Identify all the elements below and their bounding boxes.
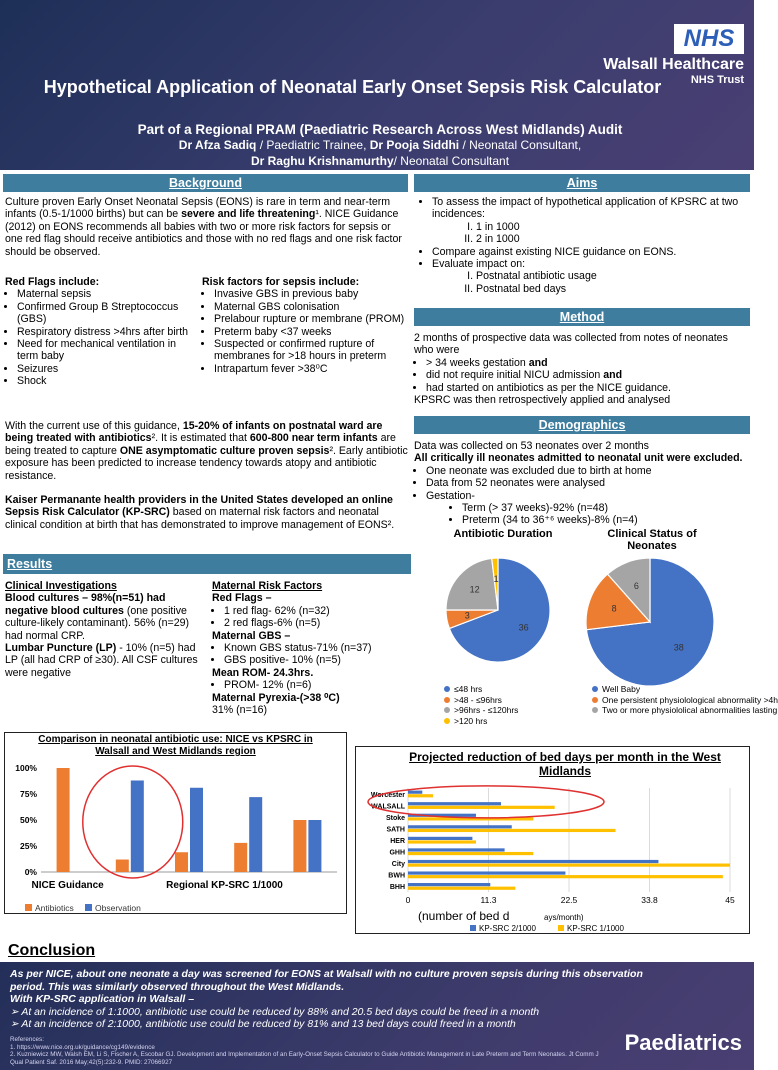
method-item <box>426 357 750 369</box>
pie-slice-label: 3 <box>464 610 470 621</box>
mrf-pyrexia-label: Maternal Pyrexia-(>38 ⁰C) <box>212 691 340 704</box>
demographics-line-2: All critically ill neonates admitted to neonatal unit were excluded. <box>414 452 743 465</box>
pie-slice-label: 38 <box>673 642 684 653</box>
bar <box>308 820 321 872</box>
para2-text: ². It is estimated that <box>151 432 250 445</box>
method-list <box>414 357 750 394</box>
conclusion-line: With KP-SRC application in Walsall – <box>10 993 195 1006</box>
method-box <box>414 332 750 406</box>
para3-bold: Kaiser Permanante health providers in the United States developed an online Sepsis Risk Calculator (KP-SRC) <box>5 494 393 519</box>
department-label: Paediatrics <box>624 1030 742 1055</box>
bar <box>408 848 505 851</box>
method-heading: Method <box>414 308 750 326</box>
mrf-red-flags-list <box>212 605 412 630</box>
para3-text: based on maternal risk factors and neonatal clinical condition at birth that has demonstrated to improve management of EONS². <box>5 506 395 531</box>
bar <box>408 806 555 809</box>
antibiotic-chart-title-line: Comparison in neonatal antibiotic use: NICE vs KPSRC in <box>38 734 313 745</box>
trust-name: Walsall Healthcare <box>603 56 744 73</box>
conclusion-text <box>10 968 650 1031</box>
risk-factor-item: • Invasive GBS in previous baby <box>214 288 408 300</box>
mrf-rom-label: Mean ROM- 24.3hrs. <box>212 666 314 679</box>
trust-subtitle: NHS Trust <box>690 74 744 86</box>
demographics-heading: Demographics <box>414 416 750 434</box>
poster-title: Hypothetical Application of Neonatal Early Onset Sepsis Risk Calculator <box>43 77 662 97</box>
x-axis-title: ays/month) <box>544 913 584 922</box>
x-tick-label: 33.8 <box>641 895 658 905</box>
legend-label: KP-SRC 1/1000 <box>567 924 624 933</box>
gestation-list <box>414 502 750 527</box>
category-label: GHH <box>389 849 405 857</box>
highlight-ellipse <box>368 786 604 818</box>
aim-text: Compare against existing NICE guidance on EONS. <box>432 245 677 258</box>
aim-text: Evaluate impact on: <box>432 258 526 271</box>
gestation-item: • Preterm (34 to 36⁺⁶ weeks)-8% (n=4) <box>462 514 750 526</box>
author-sadiq-role: / Paediatric Trainee, <box>256 138 370 152</box>
x-axis-title: (number of bed d <box>418 909 510 923</box>
risk-factor-item: • Suspected or confirmed rupture of membranes for >18 hours in preterm <box>214 338 408 363</box>
ci-bold: Lumbar Puncture (LP) <box>5 642 117 655</box>
risk-factor-item: • Prelabour rupture or membrane (PROM) <box>214 313 408 325</box>
red-flag-item: • Respiratory distress >4hrs after birth <box>17 326 200 338</box>
background-para-2 <box>5 420 408 482</box>
x-tick-label: 11.3 <box>480 895 497 905</box>
bar <box>131 780 144 872</box>
author-siddhi: Dr Pooja Siddhi <box>369 138 460 152</box>
ci-title: Clinical Investigations <box>5 580 117 592</box>
aims-list <box>414 196 750 295</box>
bar <box>408 852 533 855</box>
and-word: and <box>603 369 623 382</box>
category-label: BHH <box>389 884 405 892</box>
aim-sublist <box>432 221 750 246</box>
bar <box>408 864 730 867</box>
ci-bold: Blood cultures – 98%(n=51) had negative blood cultures <box>5 592 166 617</box>
red-flag-item: • Confirmed Group B Streptococcus (GBS) <box>17 301 200 326</box>
and-word: and <box>528 356 548 369</box>
bar <box>57 768 70 872</box>
pie-slice-label: 12 <box>469 584 480 595</box>
aims-box <box>414 196 750 295</box>
mrf-rom-list <box>212 679 412 691</box>
author-krishnamurthy-role: / Neonatal Consultant <box>393 154 510 168</box>
pie2-legend <box>592 684 778 716</box>
background-intro-a: Culture proven Early Onset Neonatal Sepsis (EONS) is rare in term and near-term infants (0.5-1/1000 births) but can be <box>5 196 391 221</box>
mrf-item: • Known GBS status-71% (n=37) <box>224 642 412 654</box>
bar <box>175 852 188 872</box>
ci-text: (one positive culture-likely contaminant). 56% (n=29) had normal CRP. <box>5 604 190 642</box>
bar <box>408 802 501 805</box>
antibiotic-chart-title-line: Walsall and West Midlands region <box>95 746 256 757</box>
legend-item <box>444 705 564 716</box>
x-group-label: Regional KP-SRC 1/1000 <box>166 880 283 891</box>
pie-chart-clinical-status <box>584 556 716 688</box>
legend-label: Antibiotics <box>35 903 74 913</box>
demographics-item: • One neonate was excluded due to birth at home <box>426 465 750 477</box>
aim-item <box>432 196 750 246</box>
legend-label: ≤48 hrs <box>454 684 483 694</box>
bar <box>408 875 723 878</box>
risk-factors-box <box>202 276 408 375</box>
ci-text: - 10% (n=5) had LP (all had CRP of ≥30). All CSF cultures were negative <box>5 642 198 679</box>
aims-heading: Aims <box>414 174 750 192</box>
bar <box>293 820 306 872</box>
mrf-gbs-list <box>212 642 412 667</box>
antibiotic-bar-chart <box>5 760 345 912</box>
mrf-item: • PROM- 12% (n=6) <box>224 679 412 691</box>
category-label: HER <box>390 838 405 845</box>
red-flag-item: • Maternal sepsis <box>17 288 200 300</box>
legend-label: Two or more physiololical abnormalities lasting <box>602 705 778 715</box>
legend-swatch <box>558 925 564 931</box>
references-title: References: <box>10 1036 44 1043</box>
category-label: WALSALL <box>371 803 405 811</box>
aim-text: To assess the impact of hypothetical application of KPSRC at two incidences: <box>432 196 739 221</box>
legend-label: KP-SRC 2/1000 <box>479 924 536 933</box>
background-intro <box>5 196 408 258</box>
red-flags-box <box>5 276 200 388</box>
legend-swatch <box>592 686 598 692</box>
risk-factors-list <box>202 288 408 375</box>
conclusion-bullet: ➢ At an incidence of 1:1000, antibiotic use could be reduced by 88% and 20.5 bed days could be freed in a month <box>10 1005 540 1018</box>
demographics-box <box>414 440 750 527</box>
aim-item <box>432 246 750 258</box>
risk-factor-item: • Maternal GBS colonisation <box>214 301 408 313</box>
y-tick-label: 0% <box>24 867 37 877</box>
red-flags-title: Red Flags include: <box>5 276 100 288</box>
legend-swatch <box>444 686 450 692</box>
para2-bold: 600-800 near term infants <box>249 432 378 445</box>
conclusion-bullet: ➢ At an incidence of 2:1000, antibiotic use could be reduced by 81% and 13 bed days could freed in a month <box>10 1018 516 1031</box>
legend-swatch <box>444 718 450 724</box>
category-label: Worcester <box>370 791 405 799</box>
aim-item <box>432 258 750 295</box>
author-siddhi-role: / Neonatal Consultant, <box>459 138 582 152</box>
results-heading: Results <box>3 554 411 574</box>
legend-swatch <box>470 925 476 931</box>
demographics-line-1: Data was collected on 53 neonates over 2 months <box>414 440 649 452</box>
y-tick-label: 75% <box>19 789 37 799</box>
pie-chart-antibiotic-duration <box>444 556 552 664</box>
legend-swatch <box>444 697 450 703</box>
bed-days-chart-title: Projected reduction of bed days per month in the West Midlands <box>409 750 721 778</box>
pie-slice-label: 36 <box>518 622 529 633</box>
x-tick-label: 22.5 <box>560 895 578 905</box>
bar <box>408 887 515 890</box>
mrf-pyrexia-value: 31% (n=16) <box>212 704 268 717</box>
legend-item <box>444 695 564 706</box>
maternal-risk-factors-box <box>212 580 412 716</box>
para2-bold: ONE asymptomatic culture proven sepsis <box>119 444 330 457</box>
background-intro-c: ¹. NICE Guidance (2012) on EONS recommends all babies with two or more risk factors for sepsis or one red flag should receive antibiotics and those with no red flags and one risk factor should be observed. <box>5 208 402 258</box>
legend-label: >120 hrs <box>454 715 488 726</box>
bar <box>408 829 616 832</box>
authors-line-2 <box>30 154 730 168</box>
legend-item <box>592 705 778 716</box>
aim-subitem: I. 1 in 1000 <box>476 221 750 233</box>
category-label: BWH <box>388 872 405 880</box>
risk-factor-item: • Intrapartum fever >38⁰C <box>214 363 408 375</box>
para2-text: are being treated to capture <box>5 432 396 457</box>
legend-item <box>444 716 564 727</box>
red-flag-item: • Need for mechanical ventilation in term baby <box>17 338 200 363</box>
aim-sublist <box>432 270 750 295</box>
pie-slice-label: 6 <box>633 581 639 592</box>
mrf-item: • 1 red flag- 62% (n=32) <box>224 605 412 617</box>
mrf-item: • 2 red flags-6% (n=5) <box>224 617 412 629</box>
method-item: • had started on antibiotics as per the NICE guidance. <box>426 382 750 394</box>
legend-swatch <box>592 707 598 713</box>
para2-text: With the current use of this guidance, <box>5 420 183 432</box>
legend-item <box>444 684 564 695</box>
poster-subtitle: Part of a Regional PRAM (Paediatric Research Across West Midlands) Audit <box>137 122 623 137</box>
legend-swatch <box>444 707 450 713</box>
nhs-logo: NHS <box>674 24 744 54</box>
legend-label: >96hrs - ≤120hrs <box>454 705 519 715</box>
x-group-label: NICE Guidance <box>31 880 104 891</box>
pie2-title: Clinical Status of Neonates <box>607 528 697 552</box>
bar <box>408 871 565 874</box>
demographics-item: • Data from 52 neonates were analysed <box>426 477 750 489</box>
red-flag-item: • Shock <box>17 375 200 387</box>
bar <box>234 843 247 872</box>
method-item-text: did not require initial NICU admission <box>426 369 601 382</box>
aim-subitem: II. Postnatal bed days <box>476 283 750 295</box>
gestation-item: • Term (> 37 weeks)-92% (n=48) <box>462 502 750 514</box>
legend-label: Well Baby <box>602 684 641 694</box>
background-intro-b: severe and life threatening <box>181 208 316 221</box>
bar <box>190 788 203 872</box>
category-label: SATH <box>386 826 405 834</box>
bar <box>408 794 433 797</box>
pie1-legend <box>444 684 564 726</box>
y-tick-label: 25% <box>19 841 37 851</box>
conclusion-line: As per NICE, about one neonate a day was screened for EONS at Walsall with no culture proven sepsis during this observation period. This was similarly observed throughout the West Midlands. <box>10 968 643 993</box>
legend-swatch <box>592 697 598 703</box>
risk-factors-title: Risk factors for sepsis include: <box>202 276 360 288</box>
aim-subitem: II. 2 in 1000 <box>476 233 750 245</box>
category-label: Stoke <box>385 814 405 822</box>
legend-swatch <box>85 904 92 911</box>
bed-days-bar-chart <box>356 786 749 932</box>
bar <box>408 837 472 840</box>
red-flags-list <box>5 288 200 387</box>
x-tick-label: 0 <box>405 895 411 905</box>
author-sadiq: Dr Afza Sadiq <box>178 138 257 152</box>
bar <box>408 840 476 843</box>
method-outro: KPSRC was then retrospectively applied and analysed <box>414 394 671 407</box>
legend-item <box>592 684 754 695</box>
references <box>10 1036 610 1066</box>
legend-swatch <box>25 904 32 911</box>
pie1-title: Antibiotic Duration <box>453 528 553 540</box>
red-flag-item: • Seizures <box>17 363 200 375</box>
mrf-title: Maternal Risk Factors <box>212 580 323 592</box>
bar <box>408 860 658 863</box>
demographics-item: • Gestation- <box>426 490 750 502</box>
mrf-item: • GBS positive- 10% (n=5) <box>224 654 412 666</box>
legend-item <box>592 694 778 706</box>
risk-factor-item: • Preterm baby <37 weeks <box>214 326 408 338</box>
pie-slice-label: 1 <box>493 573 499 584</box>
y-tick-label: 100% <box>15 763 37 773</box>
method-item-text: > 34 weeks gestation <box>426 356 526 369</box>
demographics-list <box>414 465 750 502</box>
bar <box>408 825 512 828</box>
legend-label: One persistent physiolological abnormality >4h <box>602 694 778 705</box>
para2-text: ². Early antibiotic exposure has been predicted to increase tendency towards atopy and antibiotic resistance. <box>5 444 408 482</box>
authors-line-1 <box>30 138 730 152</box>
author-krishnamurthy: Dr Raghu Krishnamurthy <box>250 154 394 168</box>
legend-label: Observation <box>95 903 141 913</box>
x-tick-label: 45 <box>725 895 735 905</box>
method-item <box>426 369 750 381</box>
pie-slice-label: 8 <box>611 603 617 614</box>
legend-label: >48 - ≤96hrs <box>454 694 502 705</box>
antibiotic-chart-title <box>4 734 347 758</box>
bar <box>249 797 262 872</box>
background-heading: Background <box>3 174 408 192</box>
bar <box>408 883 490 886</box>
background-para-3 <box>5 494 408 531</box>
mrf-red-flags-label: Red Flags – <box>212 592 272 605</box>
method-intro: 2 months of prospective data was collected from notes of neonates who were <box>414 332 728 357</box>
para2-bold: 15-20% of infants on postnatal ward are being treated with antibiotics <box>5 420 383 445</box>
category-label: City <box>391 861 405 869</box>
reference-item: 2. Kuzniewicz MW, Walsh EM, Li S, Fischer A, Escobar GJ. Development and Implementation of an Early-Onset Sepsis Calculator to Guide Antibiotic Management in Late Preterm and Term Neonates. Jt Comm J Qual Patient Saf. 2016 May;42(5):232-9. PMID: 27066927 <box>10 1051 599 1066</box>
mrf-gbs-label: Maternal GBS – <box>212 629 291 642</box>
bar <box>408 791 422 794</box>
y-tick-label: 50% <box>19 815 37 825</box>
clinical-investigations-box <box>5 580 205 679</box>
aim-subitem: I. Postnatal antibiotic usage <box>476 270 750 282</box>
conclusion-heading: Conclusion <box>8 942 96 959</box>
bar <box>116 860 129 872</box>
reference-item: 1. https://www.nice.org.uk/guidance/cg149/evidence <box>10 1043 155 1051</box>
